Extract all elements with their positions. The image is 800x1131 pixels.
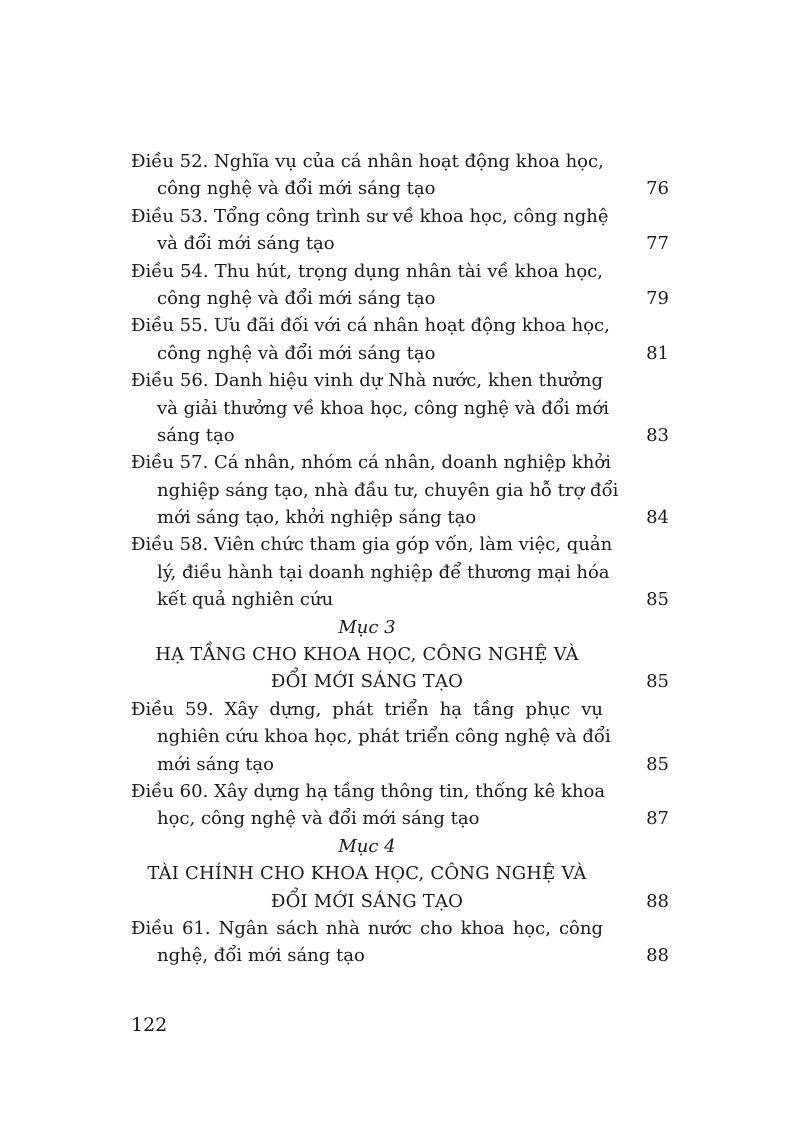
toc-entry-line: Điều 55. Ưu đãi đối với cá nhân hoạt động khoa học,	[131, 315, 610, 337]
section-label: Mục 3	[338, 616, 396, 638]
toc-entry-line: Điều 54. Thu hút, trọng dụng nhân tài về khoa học,	[131, 260, 603, 282]
section-title: HẠ TẦNG CHO KHOA HỌC, CÔNG NGHỆ VÀ	[155, 644, 579, 666]
toc-page-number: 77	[646, 233, 669, 255]
toc-entry-text: mới sáng tạo, khởi nghiệp sáng tạo	[157, 507, 477, 529]
toc-entry-text: kết quả nghiên cứu	[157, 589, 334, 611]
section-title-cont: ĐỔI MỚI SÁNG TẠO	[270, 890, 464, 912]
toc-entry-dieu-56[interactable]	[131, 367, 671, 449]
section-title-cont: ĐỔI MỚI SÁNG TẠO	[270, 671, 464, 693]
toc-entry-line: Điều 61. Ngân sách nhà nước cho khoa học, công	[131, 917, 603, 939]
table-of-contents	[131, 148, 671, 970]
toc-page-number: 83	[646, 424, 669, 446]
section-title-line	[131, 888, 671, 915]
toc-entry-line: Điều 60. Xây dựng hạ tầng thông tin, thống kê khoa	[131, 780, 606, 802]
toc-page-number: 88	[646, 945, 669, 967]
toc-entry-line: nghiệp sáng tạo, nhà đầu tư, chuyên gia hỗ trợ đổi	[157, 479, 619, 501]
toc-section-muc-3[interactable]	[131, 614, 671, 696]
toc-page-number: 76	[646, 178, 669, 200]
toc-entry-line	[131, 805, 671, 832]
toc-entry-line	[131, 422, 671, 449]
toc-entry-line: Điều 58. Viên chức tham gia góp vốn, làm việc, quản	[131, 534, 613, 556]
toc-page-number: 85	[646, 753, 669, 775]
toc-page-number: 85	[646, 671, 669, 693]
toc-page-number: 79	[646, 287, 669, 309]
toc-section-muc-4[interactable]	[131, 833, 671, 915]
toc-entry-dieu-52[interactable]	[131, 148, 671, 203]
toc-entry-line	[131, 175, 671, 202]
toc-entry-text: nghệ, đổi mới sáng tạo	[157, 945, 365, 967]
toc-entry-line: và giải thưởng về khoa học, công nghệ và đổi mới	[157, 397, 610, 419]
section-title-line	[131, 668, 671, 695]
toc-entry-line: Điều 56. Danh hiệu vinh dự Nhà nước, khen thưởng	[131, 370, 603, 392]
section-label: Mục 4	[338, 835, 396, 857]
toc-entry-line: Điều 59. Xây dựng, phát triển hạ tầng phục vụ	[131, 698, 603, 720]
toc-entry-line: Điều 52. Nghĩa vụ của cá nhân hoạt động khoa học,	[131, 151, 604, 172]
toc-page-number: 87	[646, 808, 669, 830]
toc-entry-text: sáng tạo	[157, 424, 235, 446]
toc-entry-line	[131, 504, 671, 531]
page-number: 122	[131, 1014, 168, 1036]
toc-entry-dieu-60[interactable]	[131, 778, 671, 833]
toc-entry-text: và đổi mới sáng tạo	[157, 233, 335, 255]
toc-entry-line: lý, điều hành tại doanh nghiệp để thương mại hóa	[157, 561, 610, 583]
toc-entry-line	[131, 230, 671, 257]
toc-entry-line	[131, 586, 671, 613]
toc-entry-dieu-57[interactable]	[131, 449, 671, 531]
toc-page-number: 85	[646, 589, 669, 611]
toc-entry-text: công nghệ và đổi mới sáng tạo	[157, 178, 436, 200]
toc-entry-line	[131, 340, 671, 367]
toc-entry-dieu-59[interactable]	[131, 696, 671, 778]
toc-page-number: 81	[646, 342, 669, 364]
toc-entry-text: công nghệ và đổi mới sáng tạo	[157, 287, 436, 309]
toc-entry-line: nghiên cứu khoa học, phát triển công nghệ và đổi	[157, 726, 611, 748]
toc-entry-text: học, công nghệ và đổi mới sáng tạo	[157, 808, 480, 830]
toc-entry-line: Điều 53. Tổng công trình sư về khoa học, công nghệ	[131, 205, 609, 227]
toc-entry-line	[131, 751, 671, 778]
toc-entry-dieu-55[interactable]	[131, 312, 671, 367]
toc-entry-line: Điều 57. Cá nhân, nhóm cá nhân, doanh nghiệp khởi	[131, 452, 611, 474]
toc-entry-dieu-58[interactable]	[131, 531, 671, 613]
toc-entry-dieu-53[interactable]	[131, 203, 671, 258]
section-title: TÀI CHÍNH CHO KHOA HỌC, CÔNG NGHỆ VÀ	[147, 863, 587, 885]
toc-entry-text: công nghệ và đổi mới sáng tạo	[157, 342, 436, 364]
toc-page-number: 88	[646, 890, 669, 912]
toc-entry-dieu-61[interactable]	[131, 915, 671, 970]
toc-entry-line	[131, 285, 671, 312]
toc-entry-text: mới sáng tạo	[157, 753, 274, 775]
toc-entry-dieu-54[interactable]	[131, 258, 671, 313]
toc-page-number: 84	[646, 507, 669, 529]
toc-entry-line	[131, 942, 671, 969]
